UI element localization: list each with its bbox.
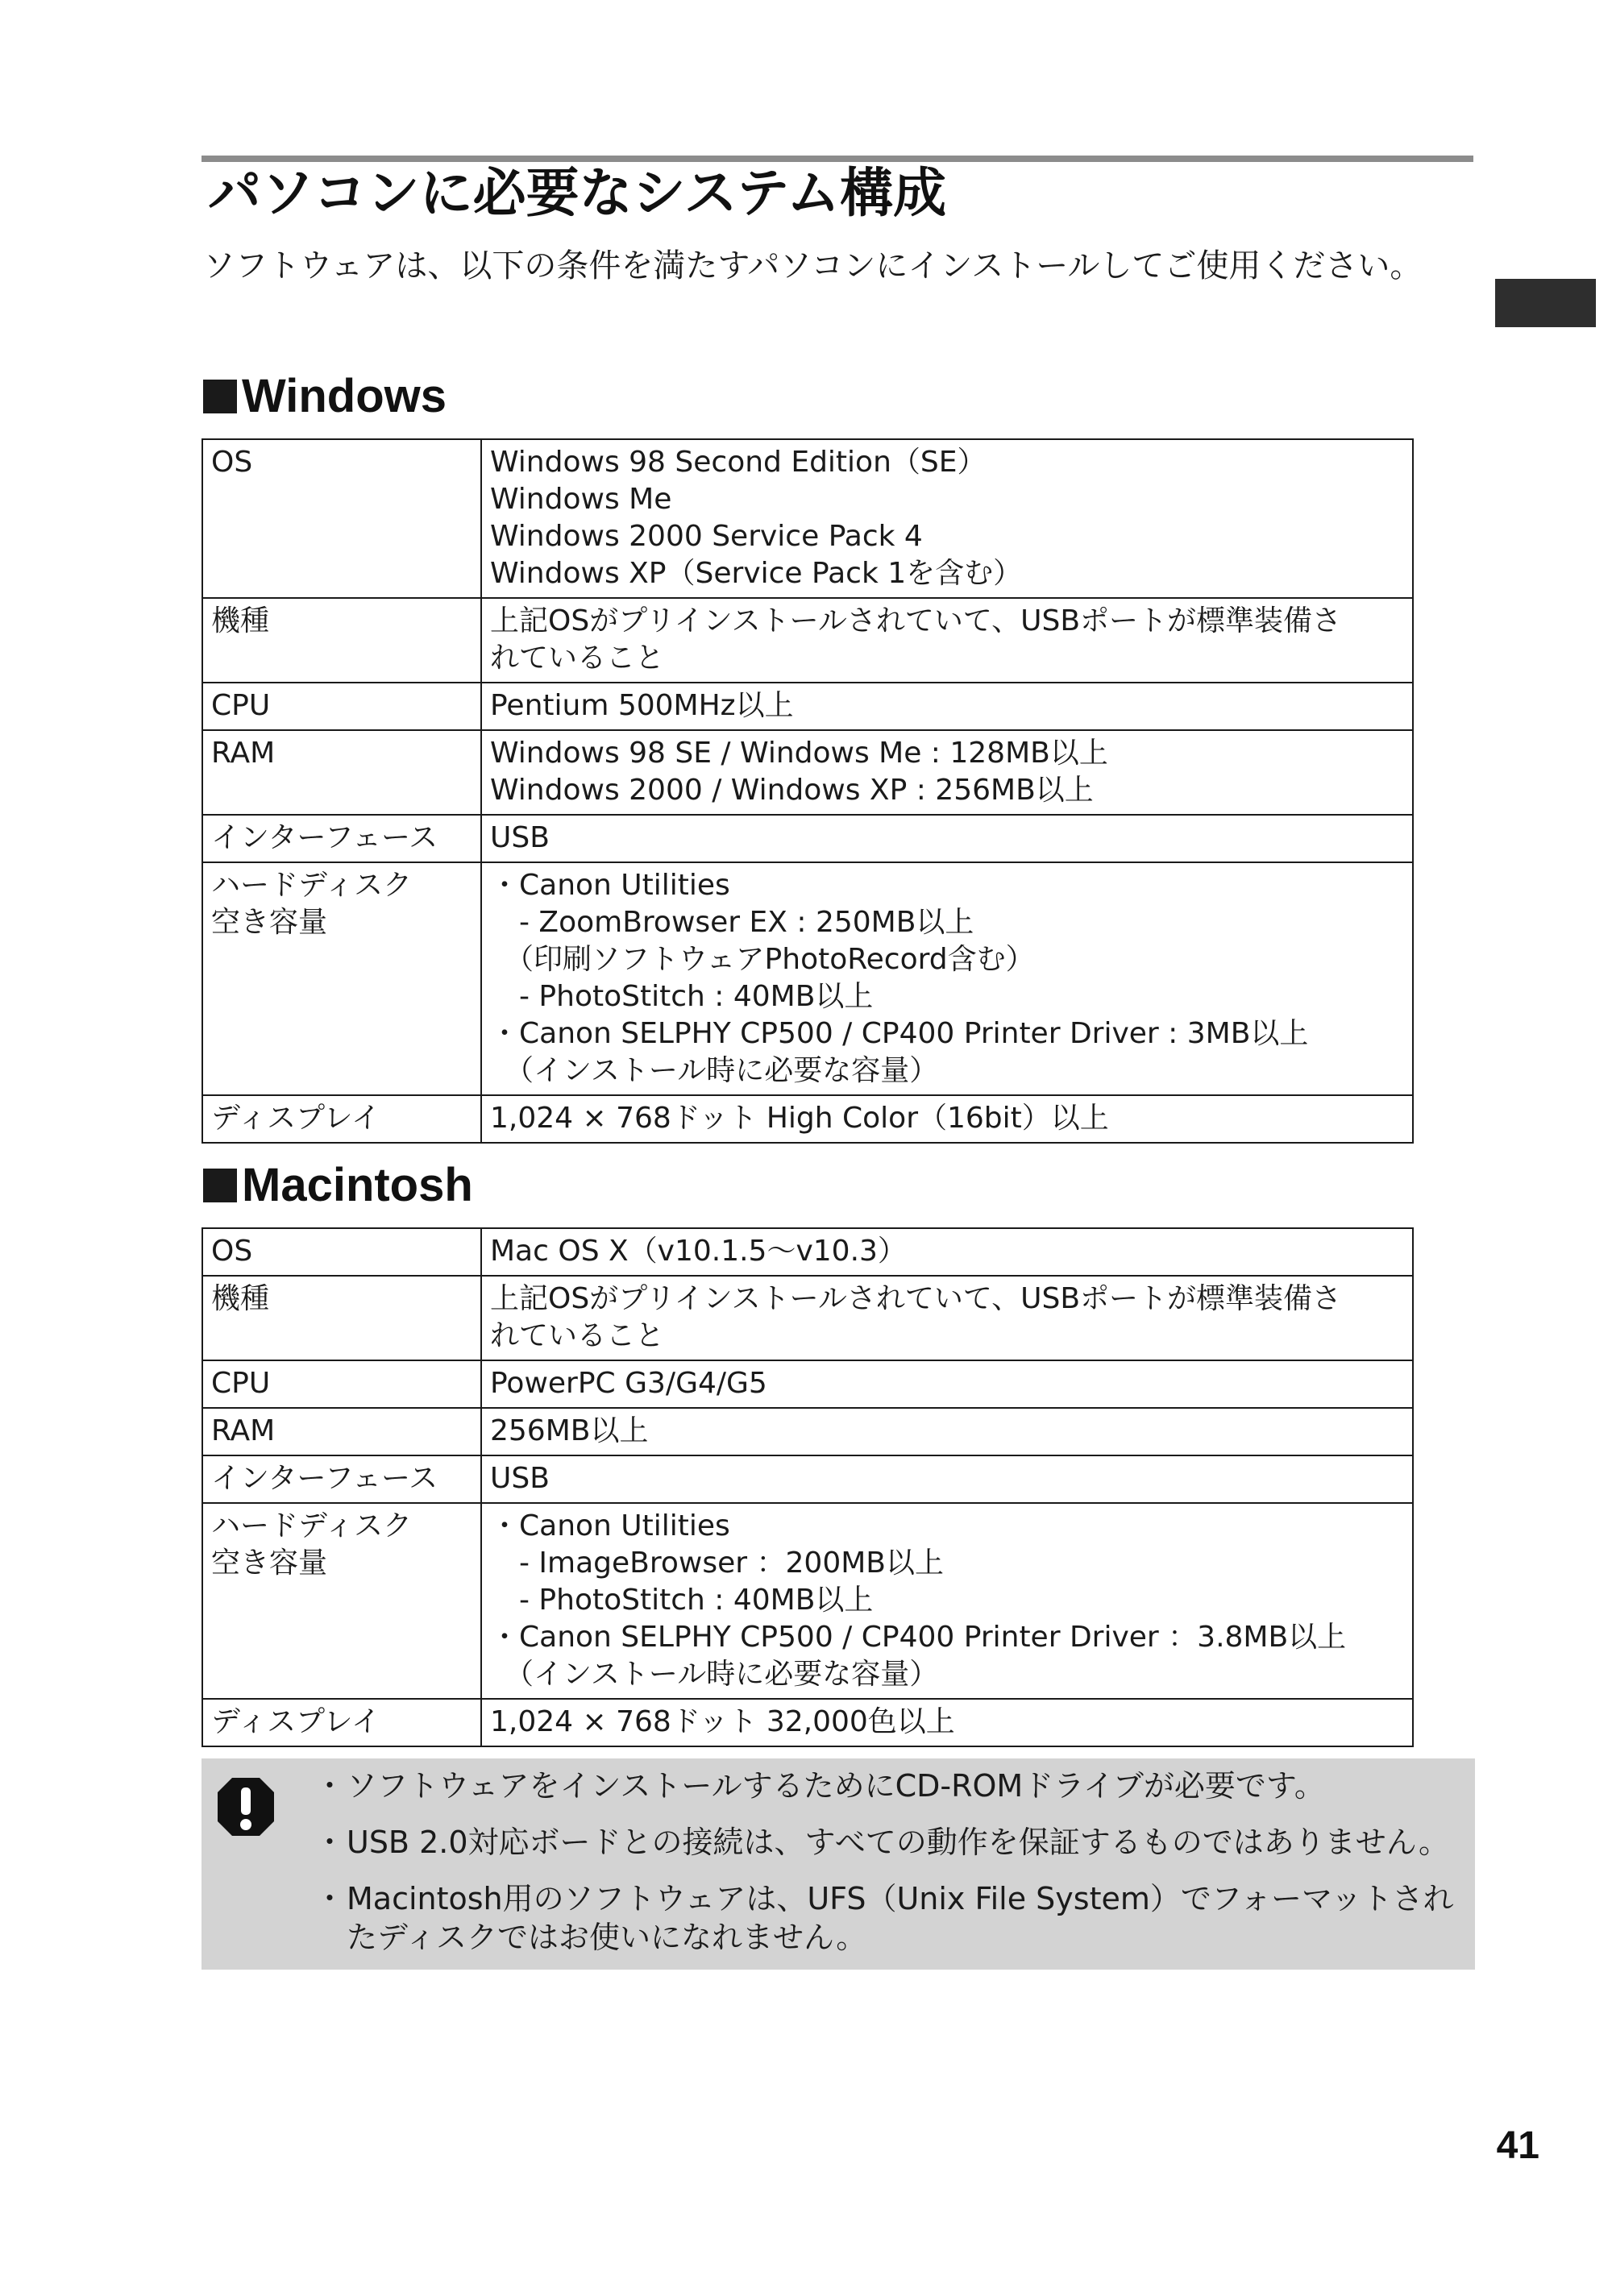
row-label: 機種 (202, 598, 481, 683)
list-item: ・ Macintosh用のソフトウェアは、UFS（Unix File System）でフォーマットされたディスクではお使いになれません。 (316, 1879, 1469, 1957)
row-label: ディスプレイ (202, 1095, 481, 1143)
row-value: Pentium 500MHz以上 (481, 683, 1413, 730)
table-row (202, 1095, 1413, 1143)
row-value: 上記OSがプリインストールされていて、USBポートが標準装備さ れていること (481, 1276, 1413, 1360)
page-title: パソコンに必要なシステム構成 (208, 162, 947, 224)
row-value: 上記OSがプリインストールされていて、USBポートが標準装備さ れていること (481, 598, 1413, 683)
intro-paragraph: ソフトウェアは、以下の条件を満たすパソコンにインストールしてご使用ください。 (203, 247, 1423, 284)
row-label: ハードディスク 空き容量 (202, 862, 481, 1095)
row-value: Mac OS X（v10.1.5～v10.3） (481, 1228, 1413, 1276)
row-label: RAM (202, 1408, 481, 1455)
chapter-tab-marker (1495, 279, 1596, 327)
row-label: ハードディスク 空き容量 (202, 1503, 481, 1699)
square-bullet-icon (203, 1169, 237, 1202)
row-label: CPU (202, 1360, 481, 1408)
row-label: CPU (202, 683, 481, 730)
list-item: ・ ソフトウェアをインストールするためにCD-ROMドライブが必要です。 (316, 1767, 1469, 1805)
page-number: 41 (1496, 2124, 1539, 2167)
row-value: USB (481, 815, 1413, 862)
row-label: OS (202, 1228, 481, 1276)
table-row (202, 439, 1413, 598)
row-label: ディスプレイ (202, 1699, 481, 1746)
row-value: PowerPC G3/G4/G5 (481, 1360, 1413, 1408)
table-row (202, 1276, 1413, 1360)
row-value: Windows 98 Second Edition（SE） Windows Me Windows 2000 Service Pack 4 Windows XP（Service Pack 1を含む） (481, 439, 1413, 598)
row-value: 1,024 × 768ドット High Color（16bit）以上 (481, 1095, 1413, 1143)
row-label: RAM (202, 730, 481, 815)
table-row (202, 1503, 1413, 1699)
table-row (202, 1699, 1413, 1746)
table-row (202, 862, 1413, 1095)
table-row (202, 1228, 1413, 1276)
windows-requirements-table (202, 438, 1414, 1144)
table-row (202, 598, 1413, 683)
windows-heading-text: Windows (242, 370, 447, 422)
macintosh-requirements-table (202, 1227, 1414, 1747)
list-item: ・ USB 2.0対応ボードとの接続は、すべての動作を保証するものではありません。 (316, 1823, 1469, 1862)
macintosh-heading-text: Macintosh (242, 1159, 473, 1211)
row-value: ・Canon Utilities - ImageBrowser ：200MB以上 - PhotoStitch : 40MB以上 ・Canon SELPHY CP500 / CP400 Printer Driver ：3.8MB以上 （インストール時に必要な容量） (481, 1503, 1413, 1699)
row-label: インターフェース (202, 815, 481, 862)
row-value: 1,024 × 768ドット 32,000色以上 (481, 1699, 1413, 1746)
macintosh-heading (203, 1157, 473, 1214)
table-row (202, 1455, 1413, 1503)
row-label: OS (202, 439, 481, 598)
table-row (202, 1360, 1413, 1408)
table-row (202, 730, 1413, 815)
caution-note-list (316, 1767, 1469, 1974)
row-value: USB (481, 1455, 1413, 1503)
row-value: ・Canon Utilities - ZoomBrowser EX : 250MB以上 （印刷ソフトウェアPhotoRecord含む） - PhotoStitch : 40MB以上 ・Canon SELPHY CP500 / CP400 Printer Driver : 3MB以上 （インストール時に必要な容量） (481, 862, 1413, 1095)
table-row (202, 683, 1413, 730)
row-value: Windows 98 SE / Windows Me : 128MB以上 Windows 2000 / Windows XP : 256MB以上 (481, 730, 1413, 815)
row-label: インターフェース (202, 1455, 481, 1503)
row-value: 256MB以上 (481, 1408, 1413, 1455)
row-label: 機種 (202, 1276, 481, 1360)
square-bullet-icon (203, 380, 237, 413)
table-row (202, 815, 1413, 862)
caution-icon (214, 1775, 277, 1839)
windows-heading (203, 368, 447, 425)
table-row (202, 1408, 1413, 1455)
